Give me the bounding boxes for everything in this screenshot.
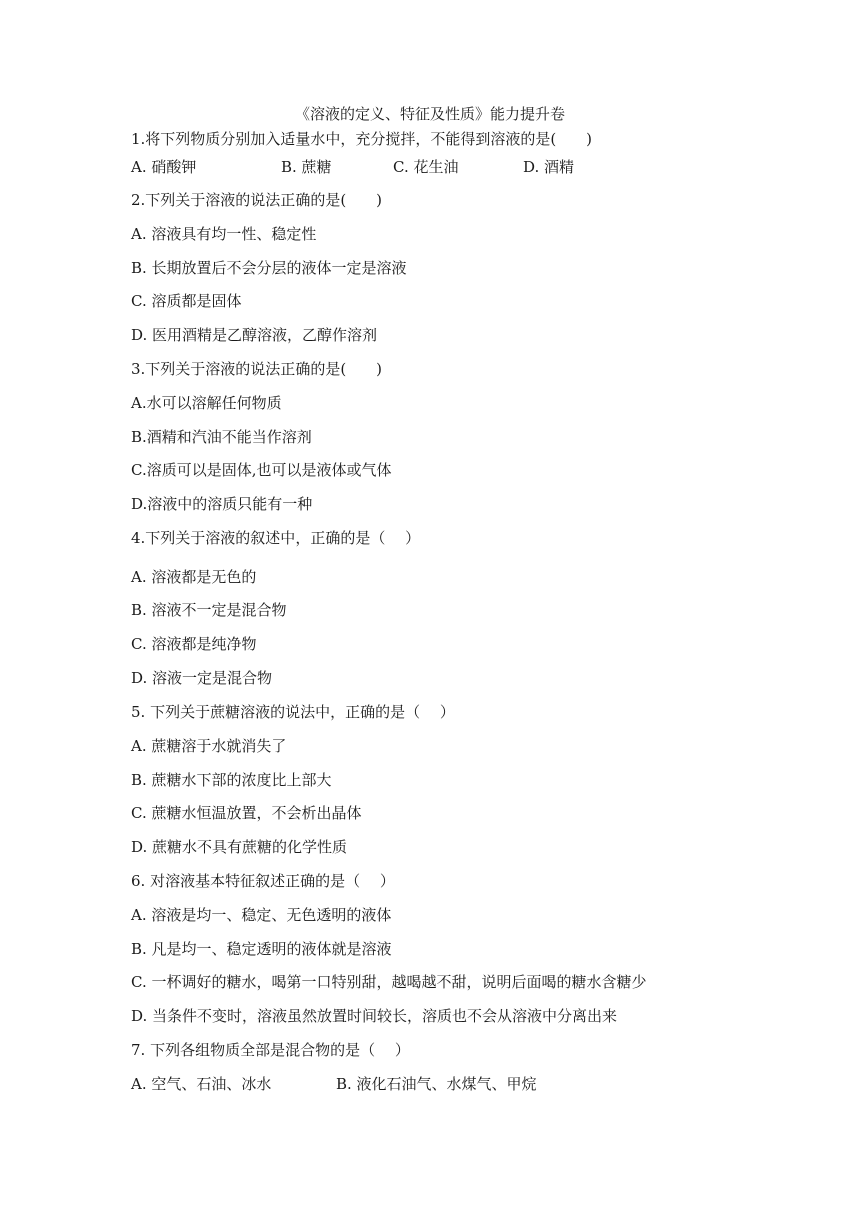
- question-4-option-a: A. 溶液都是无色的: [131, 568, 257, 586]
- question-5-option-a: A. 蔗糖溶于水就消失了: [131, 737, 287, 755]
- question-2-option-d: D. 医用酒精是乙醇溶液，乙醇作溶剂: [131, 326, 378, 344]
- question-7-options: [131, 1074, 731, 1094]
- question-3-option-b: B.酒精和汽油不能当作溶剂: [131, 428, 312, 446]
- question-6-option-a: A. 溶液是均一、稳定、无色透明的液体: [131, 906, 392, 924]
- question-1-stem: 1.将下列物质分别加入适量水中，充分搅拌，不能得到溶液的是( ): [131, 130, 593, 148]
- question-6-option-b: B. 凡是均一、稳定透明的液体就是溶液: [131, 940, 392, 958]
- question-2-option-a: A. 溶液具有均一性、稳定性: [131, 225, 317, 243]
- question-1-option-b: B. 蔗糖: [281, 158, 332, 176]
- question-4-option-c: C. 溶液都是纯净物: [131, 635, 257, 653]
- page-title: 《溶液的定义、特征及性质》能力提升卷: [294, 105, 565, 123]
- question-1-option-c: C. 花生油: [393, 158, 459, 176]
- question-3-option-a: A.水可以溶解任何物质: [131, 394, 282, 412]
- question-6-stem: 6. 对溶液基本特征叙述正确的是（ ）: [131, 872, 395, 890]
- question-2-option-b: B. 长期放置后不会分层的液体一定是溶液: [131, 259, 407, 277]
- question-3-stem: 3.下列关于溶液的说法正确的是( ): [131, 360, 383, 378]
- question-5-stem: 5. 下列关于蔗糖溶液的说法中，正确的是（ ）: [131, 703, 455, 721]
- question-1-option-d: D. 酒精: [523, 158, 575, 176]
- question-6-option-d: D. 当条件不变时，溶液虽然放置时间较长，溶质也不会从溶液中分离出来: [131, 1007, 618, 1025]
- question-2-stem: 2.下列关于溶液的说法正确的是( ): [131, 191, 383, 209]
- question-1-option-a: A. 硝酸钾: [131, 158, 197, 176]
- question-7-stem: 7. 下列各组物质全部是混合物的是（ ）: [131, 1041, 410, 1059]
- question-5-option-c: C. 蔗糖水恒温放置，不会析出晶体: [131, 804, 362, 822]
- question-7-option-a: A. 空气、石油、冰水: [131, 1075, 272, 1093]
- question-1-options: [131, 157, 731, 177]
- question-4-option-d: D. 溶液一定是混合物: [131, 669, 273, 687]
- question-3-option-c: C.溶质可以是固体,也可以是液体或气体: [131, 461, 392, 479]
- question-3-option-d: D.溶液中的溶质只能有一种: [131, 495, 313, 513]
- question-2-option-c: C. 溶质都是固体: [131, 292, 242, 310]
- question-5-option-b: B. 蔗糖水下部的浓度比上部大: [131, 771, 332, 789]
- question-5-option-d: D. 蔗糖水不具有蔗糖的化学性质: [131, 838, 348, 856]
- question-4-option-b: B. 溶液不一定是混合物: [131, 601, 287, 619]
- question-7-option-b: B. 液化石油气、水煤气、甲烷: [336, 1075, 537, 1093]
- question-4-stem: 4.下列关于溶液的叙述中，正确的是（ ）: [131, 529, 421, 547]
- question-6-option-c: C. 一杯调好的糖水，喝第一口特别甜，越喝越不甜，说明后面喝的糖水含糖少: [131, 973, 647, 991]
